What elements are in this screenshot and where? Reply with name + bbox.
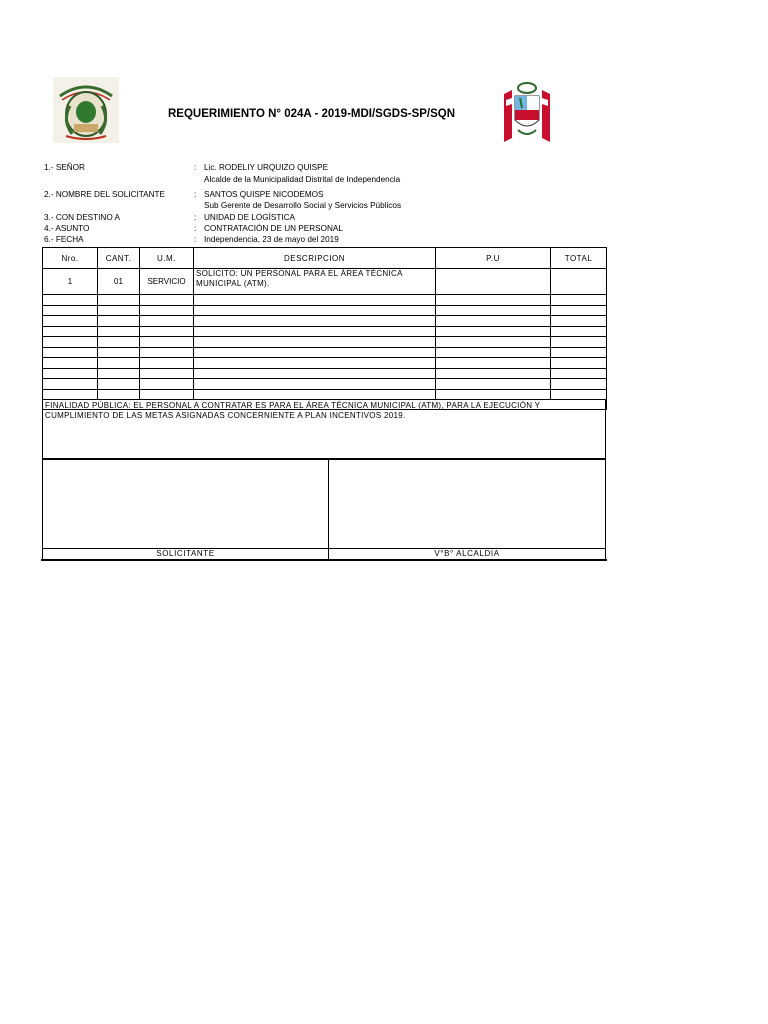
table-row [43, 295, 607, 306]
field-label: 2.- NOMBRE DEL SOLICITANTE [44, 190, 166, 199]
document-title: REQUERIMIENTO N° 024A - 2019-MDI/SGDS-SP/SQN [168, 108, 456, 120]
field-colon: : [194, 163, 197, 172]
field-colon: : [194, 213, 197, 222]
field-destino [0, 213, 768, 223]
items-table [42, 247, 607, 410]
signature-label-row [43, 548, 605, 559]
signature-label-solicitante: SOLICITANTE [156, 549, 215, 558]
table-row [43, 389, 607, 400]
field-value: SANTOS QUISPE NICODEMOS [204, 190, 324, 199]
table-row [43, 379, 607, 390]
cell-total [551, 269, 607, 295]
table-row [43, 316, 607, 327]
field-colon: : [194, 235, 197, 244]
field-solicitante [0, 190, 768, 212]
cell-descripcion: SOLICITO: UN PERSONAL PARA EL ÁREA TÉCNICA MUNICIPAL (ATM). [194, 269, 436, 295]
bottom-border [41, 559, 607, 561]
field-value: CONTRATACIÓN DE UN PERSONAL [204, 224, 343, 233]
col-header-nro: Nro. [43, 248, 98, 269]
finalidad-publica-text: FINALIDAD PÚBLICA: EL PERSONAL A CONTRATAR ES PARA EL ÁREA TÉCNICA MUNICIPAL (ATM), PARA LA EJECUCIÓN Y CUMPLIMIENTO DE LAS METAS ASIGNADAS CONCERNIENTE A PLAN INCENTIVOS 2019. [42, 400, 606, 459]
table-row [43, 358, 607, 369]
col-header-descripcion: DESCRIPCION [194, 248, 436, 269]
col-header-um: U.M. [140, 248, 194, 269]
col-header-cant: CANT. [98, 248, 140, 269]
cell-nro: 1 [43, 269, 98, 295]
cell-cant: 01 [98, 269, 140, 295]
signature-divider [328, 460, 329, 559]
col-header-total: TOTAL [551, 248, 607, 269]
cell-pu [436, 269, 551, 295]
table-row [43, 269, 607, 295]
field-senor [0, 163, 768, 185]
table-row [43, 326, 607, 337]
field-asunto [0, 224, 768, 234]
col-header-pu: P.U [436, 248, 551, 269]
field-colon: : [194, 190, 197, 199]
table-row [43, 337, 607, 348]
signature-label-alcaldia: V°B° ALCALDIA [434, 549, 500, 558]
field-subvalue: Alcalde de la Municipalidad Distrital de Independencia [204, 175, 401, 184]
field-label: 4.- ASUNTO [44, 224, 90, 233]
table-row [43, 305, 607, 316]
table-row [43, 368, 607, 379]
table-header-row [43, 248, 607, 269]
field-fecha [0, 235, 768, 245]
field-colon: : [194, 224, 197, 233]
field-label: 6.- FECHA [44, 235, 84, 244]
cell-um: SERVICIO [140, 269, 194, 295]
field-label: 1.- SEÑOR [44, 163, 85, 172]
field-value: UNIDAD DE LOGÍSTICA [204, 213, 295, 222]
field-value: Lic. RODELIY URQUIZO QUISPE [204, 163, 329, 172]
signature-block [42, 459, 606, 560]
field-label: 3.- CON DESTINO A [44, 213, 120, 222]
table-row [43, 347, 607, 358]
municipal-seal-logo [52, 76, 120, 144]
national-coat-of-arms-logo [498, 80, 556, 146]
field-value: Independencia, 23 de mayo del 2019 [204, 235, 339, 244]
field-subvalue: Sub Gerente de Desarrollo Social y Servicios Públicos [204, 201, 402, 210]
